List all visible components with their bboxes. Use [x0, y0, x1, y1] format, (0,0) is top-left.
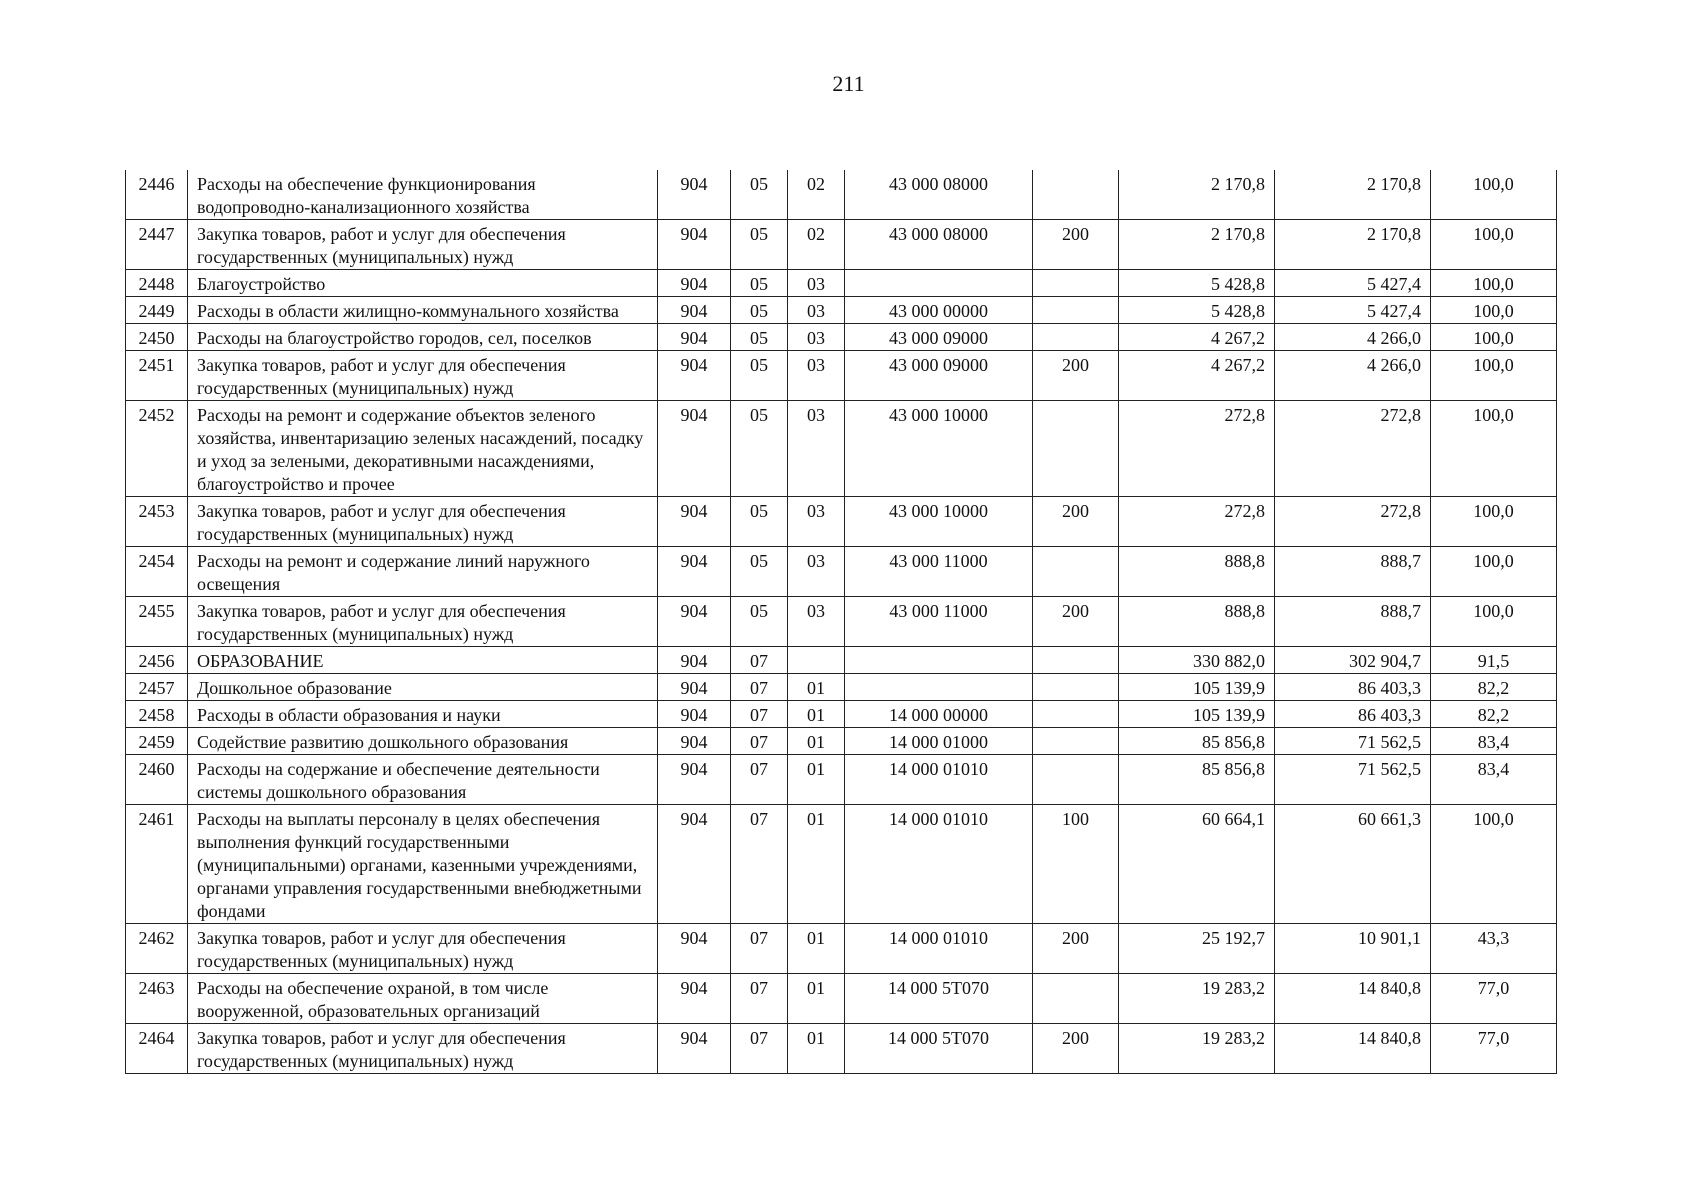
row-number: 2459 — [126, 728, 188, 755]
row-planned-amount: 330 882,0 — [1119, 647, 1275, 674]
table-row — [126, 297, 1557, 324]
row-number: 2464 — [126, 1024, 188, 1074]
row-expense-type-code — [1033, 324, 1119, 351]
row-actual-amount: 71 562,5 — [1275, 728, 1431, 755]
row-actual-amount: 4 266,0 — [1275, 351, 1431, 401]
row-section-code: 07 — [731, 647, 788, 674]
row-target-article-code: 14 000 5Т070 — [845, 1024, 1033, 1074]
row-target-article-code: 14 000 5Т070 — [845, 974, 1033, 1024]
row-execution-percent: 100,0 — [1431, 805, 1557, 924]
row-section-code: 05 — [731, 270, 788, 297]
row-actual-amount: 272,8 — [1275, 497, 1431, 547]
row-subsection-code: 02 — [788, 220, 845, 270]
row-section-code: 05 — [731, 401, 788, 497]
row-grbs-code: 904 — [658, 351, 731, 401]
row-actual-amount: 4 266,0 — [1275, 324, 1431, 351]
row-section-code: 07 — [731, 924, 788, 974]
table-row — [126, 497, 1557, 547]
row-number: 2455 — [126, 597, 188, 647]
row-target-article-code: 43 000 00000 — [845, 297, 1033, 324]
row-grbs-code: 904 — [658, 401, 731, 497]
row-execution-percent: 100,0 — [1431, 170, 1557, 220]
row-planned-amount: 5 428,8 — [1119, 297, 1275, 324]
row-execution-percent: 82,2 — [1431, 674, 1557, 701]
row-expense-type-code: 200 — [1033, 1024, 1119, 1074]
row-name: ОБРАЗОВАНИЕ — [188, 647, 658, 674]
row-grbs-code: 904 — [658, 674, 731, 701]
row-expense-type-code — [1033, 974, 1119, 1024]
row-actual-amount: 2 170,8 — [1275, 170, 1431, 220]
row-execution-percent: 77,0 — [1431, 974, 1557, 1024]
row-actual-amount: 10 901,1 — [1275, 924, 1431, 974]
row-target-article-code: 14 000 01010 — [845, 805, 1033, 924]
row-section-code: 05 — [731, 351, 788, 401]
row-target-article-code: 43 000 09000 — [845, 324, 1033, 351]
row-section-code: 05 — [731, 297, 788, 324]
row-planned-amount: 2 170,8 — [1119, 170, 1275, 220]
row-execution-percent: 100,0 — [1431, 597, 1557, 647]
row-execution-percent: 100,0 — [1431, 497, 1557, 547]
row-number: 2447 — [126, 220, 188, 270]
row-expense-type-code: 100 — [1033, 805, 1119, 924]
row-grbs-code: 904 — [658, 728, 731, 755]
row-execution-percent: 43,3 — [1431, 924, 1557, 974]
row-execution-percent: 100,0 — [1431, 547, 1557, 597]
row-name: Дошкольное образование — [188, 674, 658, 701]
row-number: 2458 — [126, 701, 188, 728]
row-expense-type-code — [1033, 701, 1119, 728]
row-grbs-code: 904 — [658, 270, 731, 297]
row-expense-type-code — [1033, 647, 1119, 674]
row-number: 2448 — [126, 270, 188, 297]
row-subsection-code: 01 — [788, 728, 845, 755]
row-grbs-code: 904 — [658, 547, 731, 597]
row-section-code: 07 — [731, 974, 788, 1024]
budget-table — [125, 170, 1557, 1074]
row-number: 2452 — [126, 401, 188, 497]
row-planned-amount: 2 170,8 — [1119, 220, 1275, 270]
row-grbs-code: 904 — [658, 647, 731, 674]
row-target-article-code: 14 000 00000 — [845, 701, 1033, 728]
row-planned-amount: 85 856,8 — [1119, 728, 1275, 755]
row-section-code: 07 — [731, 701, 788, 728]
row-grbs-code: 904 — [658, 170, 731, 220]
row-execution-percent: 91,5 — [1431, 647, 1557, 674]
row-section-code: 05 — [731, 597, 788, 647]
row-execution-percent: 100,0 — [1431, 351, 1557, 401]
row-planned-amount: 4 267,2 — [1119, 324, 1275, 351]
row-execution-percent: 83,4 — [1431, 755, 1557, 805]
row-subsection-code: 01 — [788, 805, 845, 924]
row-section-code: 05 — [731, 324, 788, 351]
row-planned-amount: 85 856,8 — [1119, 755, 1275, 805]
row-execution-percent: 100,0 — [1431, 324, 1557, 351]
row-name: Содействие развитию дошкольного образования — [188, 728, 658, 755]
row-planned-amount: 272,8 — [1119, 497, 1275, 547]
row-grbs-code: 904 — [658, 1024, 731, 1074]
row-planned-amount: 105 139,9 — [1119, 701, 1275, 728]
table-row — [126, 674, 1557, 701]
row-name: Закупка товаров, работ и услуг для обеспечения государственных (муниципальных) нужд — [188, 924, 658, 974]
row-section-code: 05 — [731, 547, 788, 597]
row-name: Закупка товаров, работ и услуг для обеспечения государственных (муниципальных) нужд — [188, 220, 658, 270]
row-subsection-code: 03 — [788, 351, 845, 401]
row-grbs-code: 904 — [658, 755, 731, 805]
row-number: 2462 — [126, 924, 188, 974]
row-planned-amount: 5 428,8 — [1119, 270, 1275, 297]
row-name: Расходы на обеспечение функционирования водопроводно-канализационного хозяйства — [188, 170, 658, 220]
row-subsection-code: 03 — [788, 324, 845, 351]
row-target-article-code: 43 000 11000 — [845, 547, 1033, 597]
row-number: 2463 — [126, 974, 188, 1024]
row-target-article-code: 14 000 01010 — [845, 755, 1033, 805]
row-section-code: 07 — [731, 805, 788, 924]
row-planned-amount: 25 192,7 — [1119, 924, 1275, 974]
row-subsection-code: 01 — [788, 1024, 845, 1074]
row-actual-amount: 5 427,4 — [1275, 270, 1431, 297]
row-subsection-code: 01 — [788, 755, 845, 805]
row-number: 2446 — [126, 170, 188, 220]
row-name: Закупка товаров, работ и услуг для обеспечения государственных (муниципальных) нужд — [188, 1024, 658, 1074]
row-actual-amount: 5 427,4 — [1275, 297, 1431, 324]
row-grbs-code: 904 — [658, 220, 731, 270]
row-expense-type-code — [1033, 728, 1119, 755]
row-subsection-code: 02 — [788, 170, 845, 220]
row-grbs-code: 904 — [658, 974, 731, 1024]
row-name: Благоустройство — [188, 270, 658, 297]
row-execution-percent: 100,0 — [1431, 220, 1557, 270]
row-subsection-code: 03 — [788, 497, 845, 547]
row-execution-percent: 77,0 — [1431, 1024, 1557, 1074]
table-row — [126, 270, 1557, 297]
table-row — [126, 728, 1557, 755]
row-grbs-code: 904 — [658, 297, 731, 324]
row-expense-type-code — [1033, 755, 1119, 805]
row-expense-type-code: 200 — [1033, 351, 1119, 401]
row-name: Расходы на ремонт и содержание линий наружного освещения — [188, 547, 658, 597]
row-section-code: 07 — [731, 755, 788, 805]
row-subsection-code: 01 — [788, 701, 845, 728]
row-subsection-code: 01 — [788, 974, 845, 1024]
row-target-article-code — [845, 674, 1033, 701]
table-row — [126, 701, 1557, 728]
row-planned-amount: 60 664,1 — [1119, 805, 1275, 924]
table-row — [126, 597, 1557, 647]
row-actual-amount: 272,8 — [1275, 401, 1431, 497]
row-subsection-code: 03 — [788, 270, 845, 297]
row-expense-type-code — [1033, 674, 1119, 701]
row-actual-amount: 14 840,8 — [1275, 974, 1431, 1024]
row-number: 2451 — [126, 351, 188, 401]
row-name: Закупка товаров, работ и услуг для обеспечения государственных (муниципальных) нужд — [188, 497, 658, 547]
row-section-code: 05 — [731, 220, 788, 270]
row-target-article-code: 43 000 10000 — [845, 497, 1033, 547]
row-section-code: 07 — [731, 728, 788, 755]
row-subsection-code: 03 — [788, 401, 845, 497]
row-grbs-code: 904 — [658, 924, 731, 974]
row-execution-percent: 100,0 — [1431, 270, 1557, 297]
row-name: Расходы на содержание и обеспечение деятельности системы дошкольного образования — [188, 755, 658, 805]
row-expense-type-code: 200 — [1033, 924, 1119, 974]
row-name: Расходы в области жилищно-коммунального хозяйства — [188, 297, 658, 324]
row-target-article-code: 43 000 11000 — [845, 597, 1033, 647]
row-number: 2453 — [126, 497, 188, 547]
row-expense-type-code — [1033, 270, 1119, 297]
row-target-article-code: 43 000 10000 — [845, 401, 1033, 497]
row-name: Расходы на выплаты персоналу в целях обеспечения выполнения функций государственными (муниципальными) органами, казенными учреждениями, органами управления государственными внебюджетными фондами — [188, 805, 658, 924]
row-actual-amount: 86 403,3 — [1275, 701, 1431, 728]
row-target-article-code: 43 000 08000 — [845, 170, 1033, 220]
table-row — [126, 1024, 1557, 1074]
row-target-article-code — [845, 647, 1033, 674]
table-row — [126, 647, 1557, 674]
row-actual-amount: 14 840,8 — [1275, 1024, 1431, 1074]
row-planned-amount: 19 283,2 — [1119, 1024, 1275, 1074]
row-target-article-code: 43 000 09000 — [845, 351, 1033, 401]
row-name: Закупка товаров, работ и услуг для обеспечения государственных (муниципальных) нужд — [188, 597, 658, 647]
page-number: 211 — [832, 71, 865, 96]
row-expense-type-code — [1033, 401, 1119, 497]
row-number: 2460 — [126, 755, 188, 805]
row-name: Расходы на ремонт и содержание объектов зеленого хозяйства, инвентаризацию зеленых насаждений, посадку и уход за зелеными, декоративными насаждениями, благоустройство и прочее — [188, 401, 658, 497]
row-actual-amount: 2 170,8 — [1275, 220, 1431, 270]
row-number: 2454 — [126, 547, 188, 597]
table-row — [126, 401, 1557, 497]
table-row — [126, 755, 1557, 805]
row-actual-amount: 302 904,7 — [1275, 647, 1431, 674]
row-name: Расходы в области образования и науки — [188, 701, 658, 728]
row-number: 2461 — [126, 805, 188, 924]
table-row — [126, 351, 1557, 401]
row-planned-amount: 888,8 — [1119, 547, 1275, 597]
row-name: Расходы на обеспечение охраной, в том числе вооруженной, образовательных организаций — [188, 974, 658, 1024]
row-grbs-code: 904 — [658, 324, 731, 351]
row-section-code: 07 — [731, 1024, 788, 1074]
row-subsection-code — [788, 647, 845, 674]
row-subsection-code: 03 — [788, 297, 845, 324]
row-execution-percent: 100,0 — [1431, 297, 1557, 324]
row-planned-amount: 4 267,2 — [1119, 351, 1275, 401]
row-target-article-code: 14 000 01000 — [845, 728, 1033, 755]
row-actual-amount: 86 403,3 — [1275, 674, 1431, 701]
row-expense-type-code: 200 — [1033, 220, 1119, 270]
row-target-article-code — [845, 270, 1033, 297]
row-actual-amount: 60 661,3 — [1275, 805, 1431, 924]
row-execution-percent: 83,4 — [1431, 728, 1557, 755]
table-row — [126, 974, 1557, 1024]
table-row — [126, 924, 1557, 974]
row-expense-type-code — [1033, 297, 1119, 324]
table-row — [126, 805, 1557, 924]
table-row — [126, 220, 1557, 270]
row-grbs-code: 904 — [658, 701, 731, 728]
row-actual-amount: 71 562,5 — [1275, 755, 1431, 805]
row-target-article-code: 43 000 08000 — [845, 220, 1033, 270]
row-subsection-code: 03 — [788, 547, 845, 597]
row-expense-type-code — [1033, 547, 1119, 597]
row-planned-amount: 888,8 — [1119, 597, 1275, 647]
row-planned-amount: 272,8 — [1119, 401, 1275, 497]
table-row — [126, 547, 1557, 597]
row-grbs-code: 904 — [658, 805, 731, 924]
budget-table-body — [126, 170, 1557, 1074]
row-subsection-code: 01 — [788, 924, 845, 974]
row-expense-type-code: 200 — [1033, 497, 1119, 547]
row-number: 2449 — [126, 297, 188, 324]
row-grbs-code: 904 — [658, 597, 731, 647]
row-number: 2450 — [126, 324, 188, 351]
table-row — [126, 324, 1557, 351]
row-execution-percent: 100,0 — [1431, 401, 1557, 497]
row-number: 2457 — [126, 674, 188, 701]
table-row — [126, 170, 1557, 220]
row-expense-type-code — [1033, 170, 1119, 220]
row-section-code: 07 — [731, 674, 788, 701]
row-number: 2456 — [126, 647, 188, 674]
row-expense-type-code: 200 — [1033, 597, 1119, 647]
row-subsection-code: 03 — [788, 597, 845, 647]
row-subsection-code: 01 — [788, 674, 845, 701]
row-target-article-code: 14 000 01010 — [845, 924, 1033, 974]
row-name: Закупка товаров, работ и услуг для обеспечения государственных (муниципальных) нужд — [188, 351, 658, 401]
row-grbs-code: 904 — [658, 497, 731, 547]
row-section-code: 05 — [731, 170, 788, 220]
row-planned-amount: 105 139,9 — [1119, 674, 1275, 701]
row-section-code: 05 — [731, 497, 788, 547]
row-actual-amount: 888,7 — [1275, 597, 1431, 647]
row-planned-amount: 19 283,2 — [1119, 974, 1275, 1024]
row-actual-amount: 888,7 — [1275, 547, 1431, 597]
row-name: Расходы на благоустройство городов, сел, поселков — [188, 324, 658, 351]
row-execution-percent: 82,2 — [1431, 701, 1557, 728]
